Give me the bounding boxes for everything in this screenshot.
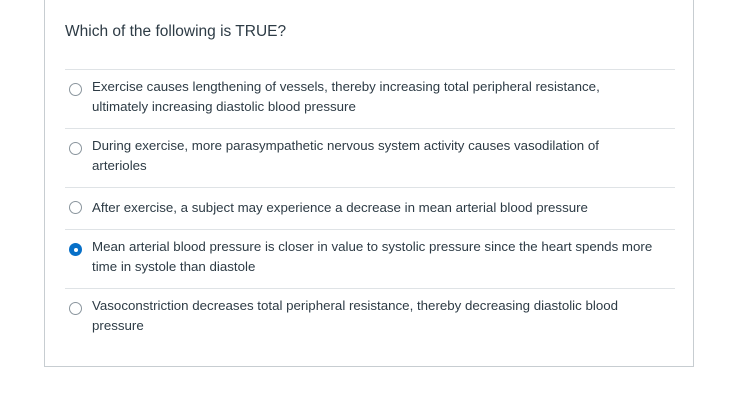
answer-label[interactable]: After exercise, a subject may experience a decrease in mean arterial blood pressure xyxy=(92,200,588,215)
question-text: Which of the following is TRUE? xyxy=(65,23,287,40)
answer-label[interactable]: Mean arterial blood pressure is closer in value to systolic pressure since the heart spends more time in systole than diastole xyxy=(92,239,653,274)
radio-button[interactable] xyxy=(69,83,82,96)
answer-option[interactable] xyxy=(65,229,675,288)
answer-label[interactable]: Exercise causes lengthening of vessels, thereby increasing total peripheral resistance, ultimately increasing diastolic blood pressure xyxy=(92,79,600,114)
answer-label[interactable]: Vasoconstriction decreases total peripheral resistance, thereby decreasing diastolic blood pressure xyxy=(92,298,619,333)
answer-option[interactable] xyxy=(65,187,675,229)
answer-label[interactable]: During exercise, more parasympathetic nervous system activity causes vasodilation of arterioles xyxy=(92,138,599,173)
radio-button[interactable] xyxy=(69,201,82,214)
radio-button[interactable] xyxy=(69,302,82,315)
radio-button-selected[interactable] xyxy=(69,243,82,256)
answer-option[interactable] xyxy=(65,288,675,347)
answer-options xyxy=(65,69,675,347)
radio-button[interactable] xyxy=(69,142,82,155)
question-card xyxy=(44,0,694,367)
answer-option[interactable] xyxy=(65,128,675,187)
answer-option[interactable] xyxy=(65,69,675,128)
